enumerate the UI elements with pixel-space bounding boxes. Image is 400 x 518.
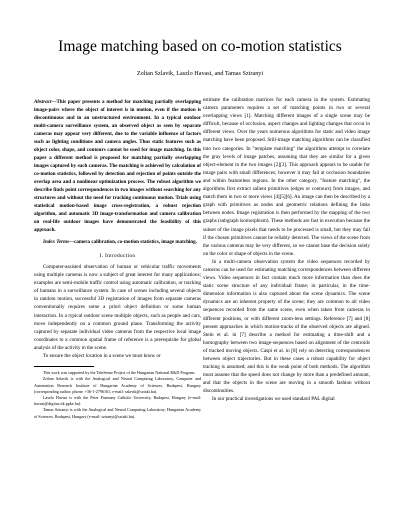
section-heading: I. Introduction	[99, 253, 136, 259]
paper-title: Image matching based on co-motion statistics	[58, 38, 342, 55]
right-column	[203, 96, 370, 404]
footnotes	[34, 370, 201, 420]
paper-authors: Zoltan Szlavik, Laszlo Havasi, and Tamas Sziranyi	[136, 70, 264, 77]
index-terms: Index Terms—camera calibration, co-motion statistics, image matching.	[43, 239, 197, 245]
left-column	[34, 98, 201, 420]
abstract-label: Abstract	[34, 99, 52, 105]
body-paragraph: In a multi-camera observation system the video sequences recorded by cameras can be used for estimating matching correspondences between different views. Video sequences in fact contain much more information than does the static scene structure of any individual frame; in particular, in the time-dimension information is also captured about the scene dynamics. The scene dynamics are an inherent property of the scene; they are common to all video sequences recorded from the same scene, even when taken from cameras in different positions, or with different zoom-lens settings. Reference [7] and [8] present approaches in which motion-tracks of the observed objects are aligned. Stein et al. in [7] describe a method for estimating a time-shift and a homography between two image-sequences based on alignment of the centroids of tracked moving objects. Caspi et al. in [8] rely on detecting correspondences between object trajectories. But in these cases a robust capability for object tracking is assumed; and this is the weak point of both methods. The algorithm must assume that the speed does not change by more than a predefined amount, and that the objects in the scene are moving in a smooth fashion without discontinuities.	[203, 258, 370, 395]
index-terms-text: camera calibration, co-motion statistics, image matching.	[74, 239, 197, 245]
footnote-rule	[34, 366, 94, 367]
body-paragraph: In our practical investigations we used standard PAL digital	[212, 396, 335, 403]
index-terms-label: Index Terms	[43, 239, 70, 245]
abstract: Abstract—This paper presents a method for matching partially overlapping image-pairs where the object of interest is in motion, even if the motion is discontinuous and in an unstructured environment. In a typical outdoor multi-camera surveillance system, an observed object as seen by separate cameras may appear very different, due to the variable influence of factors such as lighting conditions and camera angles. Thus static features such as object color, shape, and contours cannot be used for image matching. In this paper a different method is proposed for matching partially overlapping images captured by such cameras. The matching is achieved by calculation of co-motion statistics, followed by detection and rejection of points outside the overlap area and a nonlinear optimization process. The robust algorithm we describe finds point correspondences in two images without searching for any structures and without the need for tracking continuous motion. Trials using statistical motion-based image cross-registration, a robust rejection algorithm, and automatic 3D image-transformation and camera calibration on real-life outdoor images have demonstrated the feasibility of this approach.	[34, 99, 201, 233]
footnote: This work was supported by the TeleSense Project of the Hungarian National R&D Program.	[43, 370, 196, 376]
body-paragraph: estimate the calibration matrices for each camera in the system. Estimating camera parameters requires a set of matching points in two or several overlapping views [1]. Matching different images of a single scene may be difficult, because of occlusion, aspect changes and lighting changes that occur in different views. Over the years numerous algorithms for static and video image matching have been proposed. Still-image matching algorithms can be classified into two categories. In "template matching" the algorithms attempt to correlate the gray levels of image patches, assuming that they are similar for a given object-element in the two images [2][3]. This approach appears to be usable for image pairs with small differences; however it may fail at occlusion boundaries and within featureless regions. In the other category, "feature matching", the algorithms first extract salient primitives (edges or contours) from images, and match them in two or more views [4][5][6]. An image can then be described by a graph with primitives as nodes and geometric relations defining the links between nodes. Image registration is then performed by the mapping of the two graphs (subgraph isomorphism). These methods are fast in execution because the subset of the image pixels that needs to be processed is small, but they may fail if the chosen primitives cannot be reliably detected. The views of the scene from the various cameras may be very different, so we cannot base the decision solely on the color or shape of objects in the scene.	[203, 97, 370, 257]
intro-paragraph: Computer-assisted observation of human or vehicular traffic movements using multiple cameras is now a subject of great interest for many applications; examples are semi-mobile traffic control using automatic calibration, or tracking of humans in a surveillance system. In case of scenes including several objects in random motion, successful 3D registration of images from separate cameras conventionally requires some a priori object definition or some human interaction. In a typical outdoor scene multiple objects, such as people and cars, move independently on a common ground plane. Transforming the activity captured by separate individual video cameras from the respective local image coordinates to a common spatial frame of reference is a prerequisite for global analysis of the activity in the scene.	[34, 264, 201, 351]
footnote: Zoltan Szlavik is with the Analogical and Neural Computing Laboratory, Computer and Automation Research Institute of Hungarian Academy of Sciences, Budapest, Hungary (corresponding author; phone: +36-1-2796161; e-mail: szlavik@sztaki.hu).	[34, 376, 201, 394]
footnote: Tamas Sziranyi is with the Analogical and Neural Computing Laboratory, Hungarian Academy of Sciences, Budapest, Hungary (e-mail: sziranyi@sztaki.hu).	[34, 407, 201, 419]
abstract-text: This paper presents a method for matching partially overlapping image-pairs where the object of interest is in motion, even if the motion is discontinuous and in an unstructured environment. In a typical outdoor multi-camera surveillance system, an observed object as seen by separate cameras may appear very different, due to the variable influence of factors such as lighting conditions and camera angles. Thus static features such as object color, shape, and contours cannot be used for image matching. In this paper a different method is proposed for matching partially overlapping images captured by such cameras. The matching is achieved by calculation of co-motion statistics, followed by detection and rejection of points outside the overlap area and a nonlinear optimization process. The robust algorithm we describe finds point correspondences in two images without searching for any structures and without the need for tracking continuous motion. Trials using statistical motion-based image cross-registration, a robust rejection algorithm, and automatic 3D image-transformation and camera calibration on real-life outdoor images have demonstrated the feasibility of this approach.	[34, 99, 201, 233]
intro-paragraph: To ensure the object location in a scene we must know or	[43, 353, 161, 360]
footnote: Laszlo Havasi is with the Peter Pazmany Catholic University, Budapest, Hungary (e-mail: havasi@digitus.itk.ppke.hu).	[34, 394, 201, 407]
